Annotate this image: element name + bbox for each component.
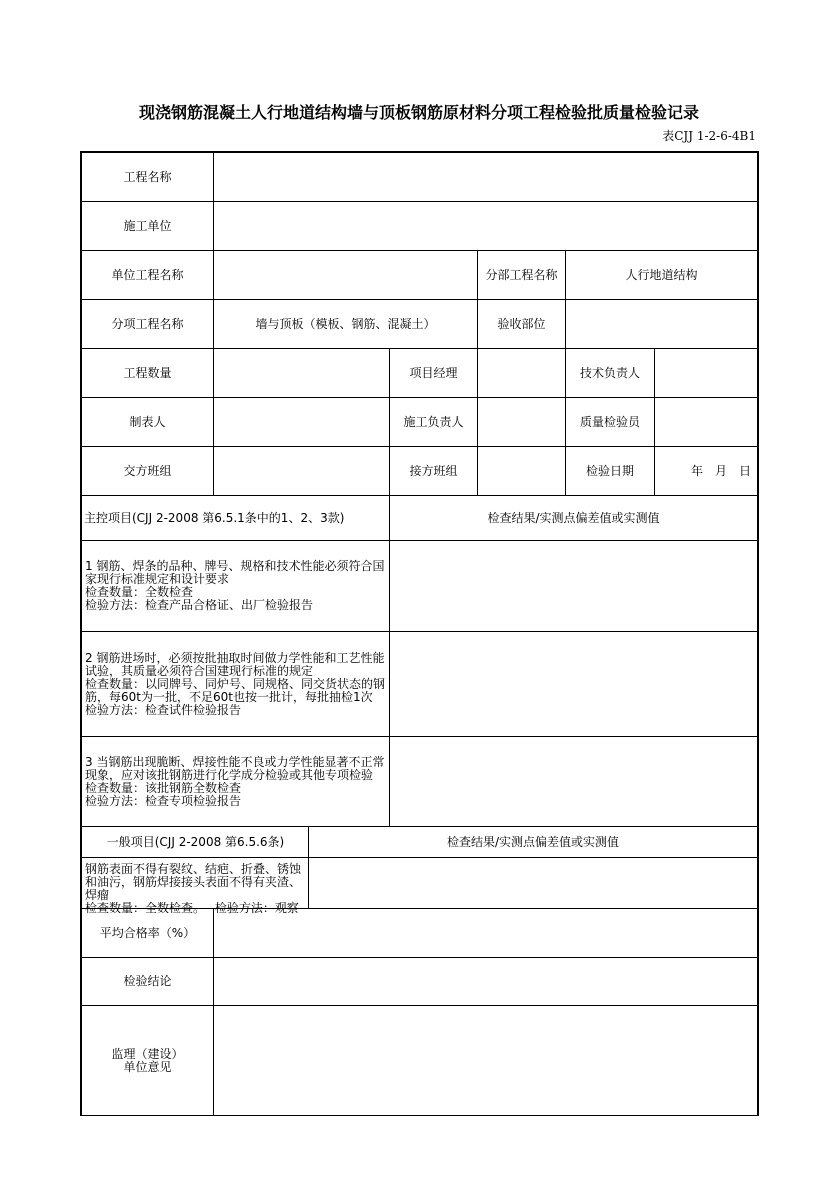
pass-rate-field[interactable] [213,908,758,958]
form-maker-label: 制表人 [81,397,214,447]
main-item-3: 3 当钢筋出现脆断、焊接性能不良或力学性能显著不正常现象，应对该批钢筋进行化学成分检验或其他专项检验 检查数量：该批钢筋全数检查 检验方法：检查专项检验报告 [81,736,390,827]
form-code: 表CJJ 1-2-6-4B1 [662,129,756,143]
construction-lead-label: 施工负责人 [389,397,478,447]
division-project-name-label: 分部工程名称 [477,250,566,300]
conclusion-field[interactable] [213,957,758,1006]
project-name-label: 工程名称 [81,152,214,202]
inspection-date-field[interactable]: 年 月 日 [654,446,758,496]
main-item-2: 2 钢筋进场时，必须按批抽取时间做力学性能和工艺性能试验，其质量必须符合国建现行标准的规定 检查数量：以同牌号、同炉号、同规格、同交货状态的钢筋，每60t为一批，不足60t也按一批计，每批抽检1次 检验方法：检查试件检验报告 [81,631,390,737]
receiving-team-label: 接方班组 [389,446,478,496]
quality-inspector-field[interactable] [654,397,758,447]
general-item-1-result[interactable] [308,857,758,909]
main-item-1: 1 钢筋、焊条的品种、牌号、规格和技术性能必须符合国家现行标准规定和设计要求 检查数量：全数检查 检验方法：检查产品合格证、出厂检验报告 [81,540,390,632]
handover-team-field[interactable] [213,446,390,496]
main-item-2-result[interactable] [389,631,758,737]
quantity-field[interactable] [213,348,390,398]
unit-project-name-label: 单位工程名称 [81,250,214,300]
construction-unit-field[interactable] [213,201,758,251]
main-items-header: 主控项目(CJJ 2-2008 第6.5.1条中的1、2、3款) [81,495,390,541]
division-project-name-value[interactable]: 人行地道结构 [565,250,758,300]
supervision-field[interactable] [213,1005,758,1116]
subitem-project-name-label: 分项工程名称 [81,299,214,349]
conclusion-label: 检验结论 [81,957,214,1006]
quantity-label: 工程数量 [81,348,214,398]
subitem-project-name-value[interactable]: 墙与顶板（模板、钢筋、混凝土） [213,299,478,349]
general-item-1: 钢筋表面不得有裂纹、结疤、折叠、锈蚀和油污，钢筋焊接接头表面不得有夹渣、焊瘤 检查数量：全数检查。 检验方法：观察 [81,857,309,909]
inspection-date-label: 检验日期 [565,446,655,496]
general-items-header: 一般项目(CJJ 2-2008 第6.5.6条) [81,826,309,858]
project-manager-label: 项目经理 [389,348,478,398]
general-result-header: 检查结果/实测点偏差值或实测值 [308,826,758,858]
form-maker-field[interactable] [213,397,390,447]
project-manager-field[interactable] [477,348,566,398]
form-title: 现浇钢筋混凝土人行地道结构墙与顶板钢筋原材料分项工程检验批质量检验记录 [138,103,699,122]
main-item-3-result[interactable] [389,736,758,827]
project-name-field[interactable] [213,152,758,202]
construction-lead-field[interactable] [477,397,566,447]
supervision-label: 监理（建设） 单位意见 [81,1005,214,1116]
technical-lead-label: 技术负责人 [565,348,655,398]
receiving-team-field[interactable] [477,446,566,496]
main-item-1-result[interactable] [389,540,758,632]
quality-inspector-label: 质量检验员 [565,397,655,447]
unit-project-name-field[interactable] [213,250,478,300]
construction-unit-label: 施工单位 [81,201,214,251]
acceptance-part-field[interactable] [565,299,758,349]
handover-team-label: 交方班组 [81,446,214,496]
main-result-header: 检查结果/实测点偏差值或实测值 [389,495,758,541]
technical-lead-field[interactable] [654,348,758,398]
acceptance-part-label: 验收部位 [477,299,566,349]
pass-rate-label: 平均合格率（%） [81,908,214,958]
